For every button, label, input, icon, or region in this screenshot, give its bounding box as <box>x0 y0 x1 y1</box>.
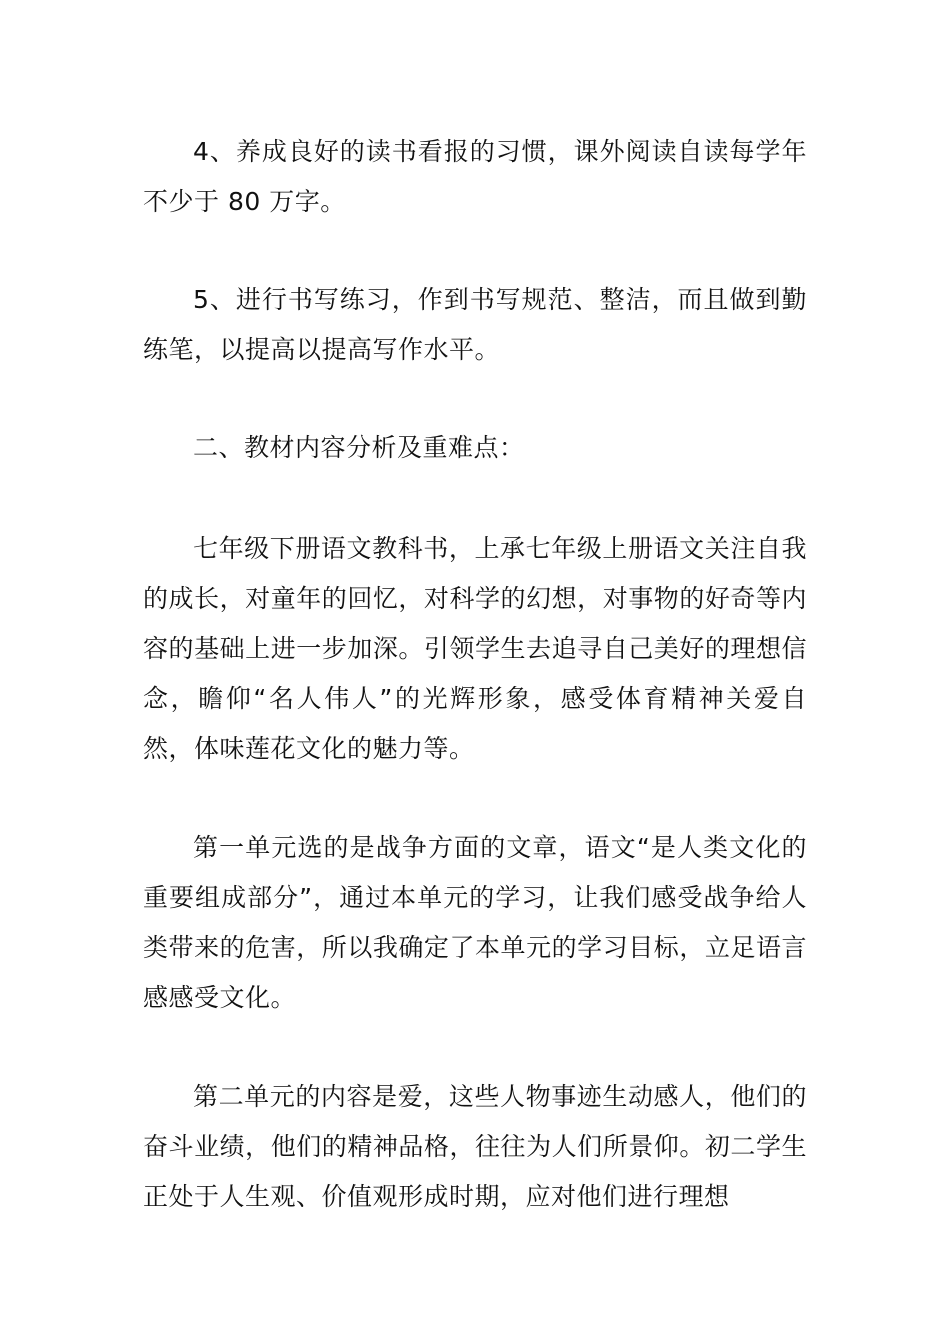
paragraph-writing-practice: 5、进行书写练习，作到书写规范、整洁，而且做到勤练笔，以提高以提高写作水平。 <box>143 285 807 364</box>
section-heading-textbook-analysis: 二、教材内容分析及重难点： <box>193 433 525 462</box>
paragraph-textbook-overview: 七年级下册语文教科书，上承七年级上册语文关注自我的成长，对童年的回忆，对科学的幻想，对事物的好奇等内容的基础上进一步加深。引领学生去追寻自己美好的理想信念，瞻仰“名人伟人”的光辉形象，感受体育精神关爱自然，体味莲花文化的魅力等。 <box>143 534 807 763</box>
paragraph-unit-one: 第一单元选的是战争方面的文章，语文“是人类文化的重要组成部分”，通过本单元的学习，让我们感受战争给人类带来的危害，所以我确定了本单元的学习目标，立足语言感感受文化。 <box>143 833 807 1012</box>
paragraph-habit-reading: 4、养成良好的读书看报的习惯，课外阅读自读每学年不少于 80 万字。 <box>143 137 807 216</box>
paragraph-unit-two: 第二单元的内容是爱，这些人物事迹生动感人，他们的奋斗业绩，他们的精神品格，往往为人们所景仰。初二学生正处于人生观、价值观形成时期，应对他们进行理想 <box>143 1082 807 1211</box>
